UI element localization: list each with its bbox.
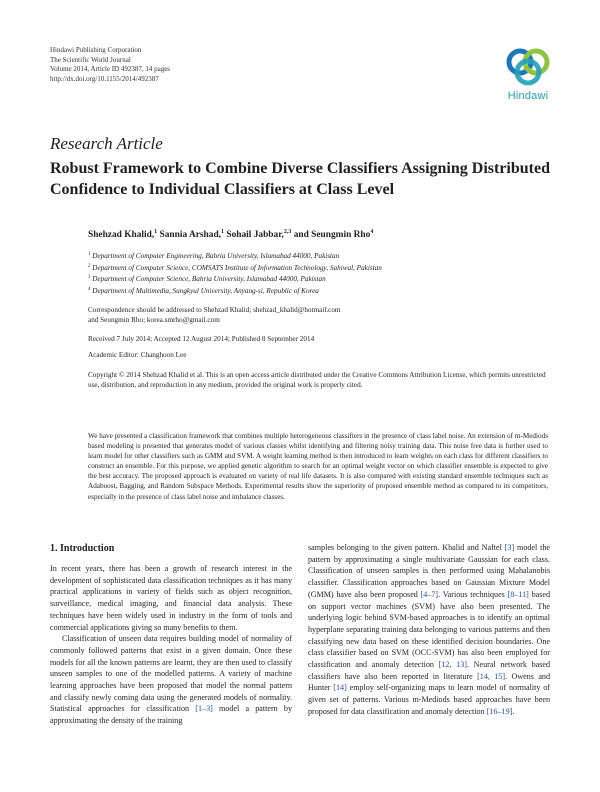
publication-dates: Received 7 July 2014; Accepted 12 August 2014; Published 8 September 2014 xyxy=(88,335,315,343)
affiliation-mark: 2 xyxy=(88,263,91,269)
correspondence xyxy=(88,305,341,326)
citation-link[interactable]: [14] xyxy=(333,683,347,693)
abstract: We have presented a classification framework that combines multiple heterogeneous classifiers in the presence of class label noise. An extension of m-Mediods based modeling is presented that generates model of various classes whilst identifying and filtering noisy training data. This noise free data is further used to learn model for other classifiers such as GMM and SVM. A weight learning method is then introduced to learn weights on each class for different classifiers to construct an ensemble. For this purpose, we applied genetic algorithm to search for an optimal weight vector on which classifier ensemble is expected to give the best accuracy. The proposed approach is evaluated on variety of real life datasets. It is also compared with existing standard ensemble techniques such as Adaboost, Bagging, and Random Subspace Methods. Experimental results show the superiority of proposed ensemble method as compared to its competitors, especially in the presence of class label noise and imbalance classes. xyxy=(88,432,548,501)
paragraph-text: . Various techniques xyxy=(438,589,508,599)
paragraph: In recent years, there has been a growth of research interest in the development of sophisticated data classification techniques as it has many practical applications in variety of fields such as object recognition, surveillance, medical imaging, and financial data analysis. These techniques have been widely used in industry in the form of tools and commercial applications giving so many benefits to them. xyxy=(50,564,292,632)
paragraph-text: . xyxy=(512,706,515,716)
paper-title: Robust Framework to Combine Diverse Classifiers Assigning Distributed Confidence to Individual Classifiers at Class Level xyxy=(50,160,550,198)
citation-link[interactable]: [4–7] xyxy=(420,589,439,599)
author-name: Shehzad Khalid, xyxy=(88,230,155,240)
body-column-left xyxy=(50,563,292,727)
affiliation-text: Department of Computer Science, COMSATS Institute of Information Technology, Sahiwal, Pakistan xyxy=(92,263,382,272)
correspondence-line: Correspondence should be addressed to Shehzad Khalid; shehzad_khalid@hotmail.com xyxy=(88,306,341,314)
affiliation-text: Department of Computer Engineering, Bahria University, Islamabad 44000, Pakistan xyxy=(92,252,340,260)
affiliation-text: Department of Computer Science, Bahria University, Islamabad 44000, Pakistan xyxy=(92,275,326,284)
author-affil-mark: 1 xyxy=(154,229,158,235)
paragraph-text: based on support vector machines (SVM) have also been presented. The underlying logic behind SVM-based approaches is to identify an optimal hyperplane separating training data belonging to various patterns and then classifying new data based on these identified decision boundaries. One class classifier based on SVM (OCC-SVM) has also been employed for classification and anomaly detection xyxy=(308,589,551,670)
affiliation xyxy=(88,262,382,274)
author-affil-mark: 2,3 xyxy=(283,229,292,235)
copyright-notice: Copyright © 2014 Shehzad Khalid et al. This is an open access article distributed under the Creative Commons Attribution License, which permits unrestricted use, distribution, and reproduction in any medium, provided the original work is properly cited. xyxy=(88,371,546,390)
affiliation-text: Department of Multimedia, Sungkyul University, Anyang-si, Republic of Korea xyxy=(92,286,319,295)
section-heading: 1. Introduction xyxy=(50,543,115,554)
paragraph xyxy=(308,542,550,718)
citation-link[interactable]: [3] xyxy=(504,543,515,552)
affiliation-mark: 3 xyxy=(88,275,91,281)
author-name: Sannia Arshad, xyxy=(159,230,222,240)
doi-link[interactable]: http://dx.doi.org/10.1155/2014/492387 xyxy=(50,74,159,83)
journal-line: The Scientific World Journal xyxy=(50,55,131,64)
author-list xyxy=(88,229,373,240)
journal-line: Volume 2014, Article ID 492387, 14 pages xyxy=(50,65,171,74)
paragraph-text: Classification of unseen data requires building model of normality of commonly followed patterns that exist in a given domain. Once these models for all the known patterns are learnt, they are then used to classify unseen samples to one of the modelled patterns. A variety of machine learning approaches have been proposed that model the normal pattern and classify newly coming data using the generated models of normality. Statistical approaches for classification xyxy=(50,634,292,714)
paragraph-text: employ self-organizing maps to learn model of normality of given set of patterns. Various m-Mediods based approaches have been proposed for data classification and anomaly detection xyxy=(308,683,551,716)
citation-link[interactable]: [16–19] xyxy=(486,706,513,716)
citation-link[interactable]: [1–3] xyxy=(195,704,213,714)
paragraph-text: . Neural network based classifiers have also been reported in literature xyxy=(308,660,550,681)
author-name: Seungmin Rho xyxy=(311,230,371,240)
affiliation xyxy=(88,250,382,262)
paragraph-text: samples belonging to the given pattern. Khalid and Naftel xyxy=(308,543,505,552)
paragraph-text: model a pattern by approximating the density of the training xyxy=(50,704,293,726)
citation-link[interactable]: [12, 13] xyxy=(438,660,467,670)
hindawi-logo-icon xyxy=(500,44,556,90)
citation-link[interactable]: [14, 15] xyxy=(477,671,506,681)
logo-wordmark: Hindawi xyxy=(507,90,549,102)
correspondence-line: and Seungmin Rho; korea.smrho@gmail.com xyxy=(88,316,220,325)
author-separator: and xyxy=(291,230,312,240)
author-affil-mark: 4 xyxy=(370,229,374,235)
journal-info xyxy=(50,46,170,84)
hindawi-logo xyxy=(500,44,556,110)
paragraph xyxy=(50,633,292,727)
citation-link[interactable]: [8–11] xyxy=(507,589,529,599)
body-column-right xyxy=(308,542,550,718)
affiliation-mark: 1 xyxy=(88,252,91,257)
journal-line: Hindawi Publishing Corporation xyxy=(50,46,142,54)
affiliation xyxy=(88,285,382,297)
author-affil-mark: 1 xyxy=(221,229,225,235)
paragraph-text: model the pattern by approximating a single multivariate Gaussian for each class. Classification of unseen samples is then performed using Mahalanobis classifier. Classification approaches based on Gaussian Mixture Model (GMM) have also been proposed xyxy=(308,543,550,599)
paragraph-text: . Owens and Hunter xyxy=(308,671,551,693)
affiliation-list xyxy=(88,250,382,296)
affiliation xyxy=(88,273,382,285)
article-type: Research Article xyxy=(50,134,163,153)
affiliation-mark: 4 xyxy=(88,286,91,292)
academic-editor: Academic Editor: Changhoon Lee xyxy=(88,351,187,359)
author-name: Sohail Jabbar, xyxy=(226,230,284,240)
